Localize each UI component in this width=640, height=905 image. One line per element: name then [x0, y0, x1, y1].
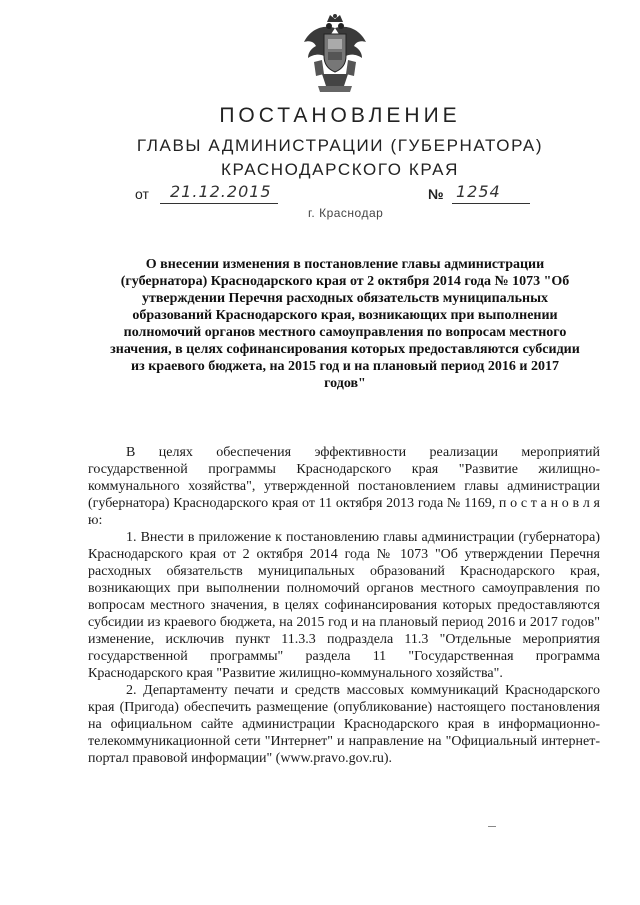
document-body	[88, 444, 600, 767]
page-mark	[488, 826, 496, 827]
document-subtitle: ГЛАВЫ АДМИНИСТРАЦИИ (ГУБЕРНАТОРА)	[136, 136, 544, 155]
city-label: г. Краснодар	[308, 206, 384, 220]
item-2-paragraph: 2. Департаменту печати и средств массовых коммуникаций Краснодарского края (Пригода) обеспечить размещение (опубликование) настоящего постановления на официальном сайте администрации Краснодарского края в информационно-телекоммуникационной сети "Интернет" и направление на "Официальный интернет-портал правовой информации" (www.pravo.gov.ru).	[88, 683, 600, 766]
document-title: ПОСТАНОВЛЕНИЕ	[219, 104, 461, 127]
coat-of-arms-icon	[300, 12, 370, 94]
item-1-paragraph: 1. Внести в приложение к постановлению главы администрации (губернатора) Краснодарского края от 2 октября 2014 года № 1073 "Об утверждении Перечня расходных обязательств муниципальных образований Краснодарского края, возникающих при выполнении полномочий органов местного самоуправления по вопросам местного значения, в целях софинансирования которых предоставляются субсидии из краевого бюджета, на 2015 год и на плановый период 2016 и 2017 годов" изменение, исключив пункт 11.3.3 подраздела 11.3 "Отдельные мероприятия государственной программы" раздела 11 "Государственная программа Краснодарского края "Развитие жилищно-коммунального хозяйства".	[88, 530, 600, 681]
document-number: 1254	[456, 182, 501, 201]
document-region: КРАСНОДАРСКОГО КРАЯ	[220, 160, 459, 179]
document-heading: О внесении изменения в постановление главы администрации (губернатора) Краснодарского края от 2 октября 2014 года № 1073 "Об утверждении Перечня расходных обязательств муниципальных образований Краснодарского края, возникающих при выполнении полномочий органов местного самоуправления по вопросам местного значения, в целях софинансирования которых предоставляются субсидии из краевого бюджета, на 2015 год и на плановый период 2016 и 2017 годов"	[110, 257, 580, 391]
date-prefix: от	[135, 186, 149, 202]
intro-paragraph: В целях обеспечения эффективности реализации мероприятий государственной программы Краснодарского края "Развитие жилищно-коммунального хозяйства", утвержденной постановлением главы администрации (губернатора) Краснодарского края от 11 октября 2013 года № 1169, п о с т а н о в л я ю:	[88, 445, 600, 528]
number-prefix: №	[428, 186, 444, 202]
number-underline	[452, 203, 530, 204]
date-underline	[160, 203, 278, 204]
document-date: 21.12.2015	[170, 182, 272, 201]
